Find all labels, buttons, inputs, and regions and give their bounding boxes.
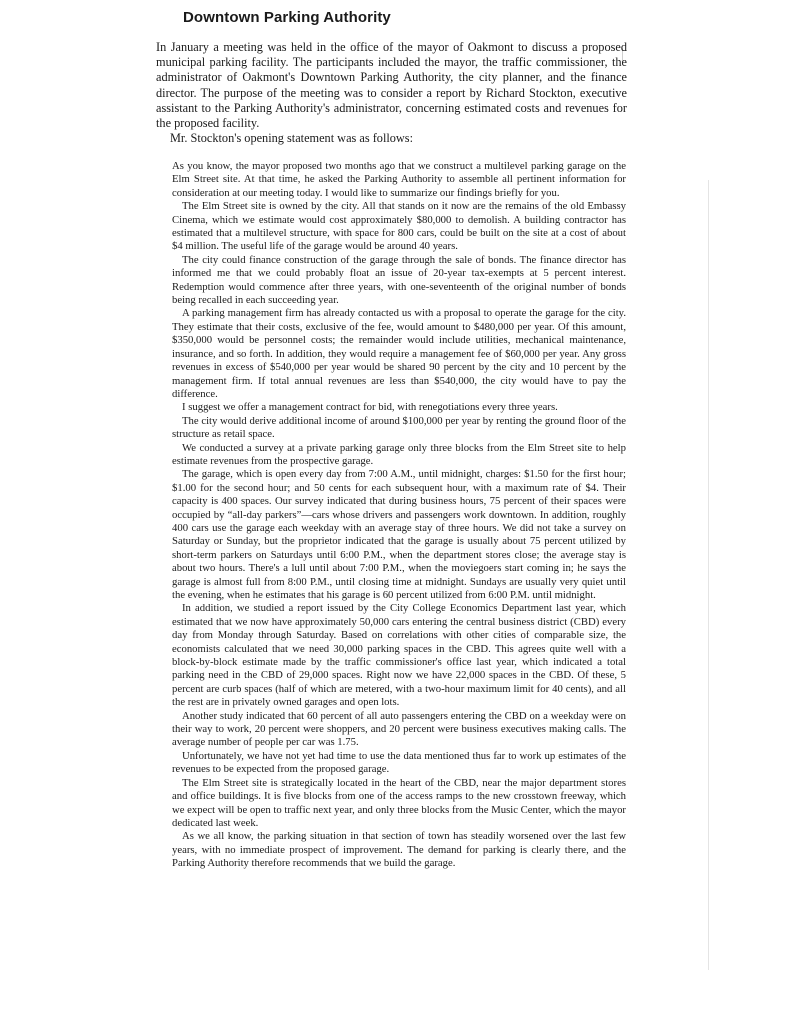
statement-paragraph: A parking management firm has already contacted us with a proposal to operate the garage for the city. They estimate that their costs, exclusive of the fee, would amount to $480,000 per year. Of this amount, $350,000 would be personnel costs; the remainder would include utilities, mechanical maintenance, insurance, and so forth. In addition, they would require a management fee of $60,000 per year. Any gross revenues in excess of $540,000 per year would be shared 90 percent by the city and 10 percent by the management firm. If total annual revenues are less than $540,000, the city would have to pay the difference. [172,307,626,400]
document-title: Downtown Parking Authority [183,9,391,26]
statement-paragraph: The Elm Street site is strategically located in the heart of the CBD, near the major department stores and office buildings. It is five blocks from one of the access ramps to the new crosstown freeway, which we expect will be open to traffic next year, and only three blocks from the Music Center, which the mayor dedicated last week. [172,776,626,829]
statement-paragraph: The city could finance construction of the garage through the sale of bonds. The finance director has informed me that we could probably float an issue of 20-year tax-exempts at 5 percent interest. Redemption would commence after three years, with one-seventeenth of the original number of bonds being recalled in each succeeding year. [172,253,626,307]
statement-paragraph: The garage, which is open every day from 7:00 A.M., until midnight, charges: $1.50 for the first hour; $1.00 for the second hour; and 50 cents for each subsequent hour, with a maximum rate of $4. Their capacity is 400 spaces. Our survey indicated that during business hours, 75 percent of their spaces were occupied by “all-day parkers”—cars whose drivers and passengers work downtown. In addition, roughly 400 cars use the garage each weekday with an average stay of three hours. We did not take a survey on Saturday or Sunday, but the proprietor indicated that the garage is usually about 75 percent utilized by short-term parkers on Saturdays until 6:00 P.M., when the department stores close; the average stay is about two hours. There's a lull until about 7:00 P.M., when the moviegoers start coming in; he says the garage is almost full from 8:00 P.M., until closing time at midnight. Sundays are usually very quiet until the evening, when he estimates that his garage is 60 percent utilized from 6:00 P.M. until midnight. [172,468,626,601]
statement-paragraph: We conducted a survey at a private parking garage only three blocks from the Elm Street site to help estimate revenues from the prospective garage. [172,441,626,467]
statement-paragraph: In addition, we studied a report issued by the City College Economics Department last year, which estimated that we now have approximately 50,000 cars entering the central business district (CBD) every day from Monday through Saturday. Based on correlations with other cities of comparable size, the economists calculated that we need 30,000 parking spaces in the CBD. This agrees quite well with a block-by-block estimate made by the traffic commissioner's office last year, which indicated a total parking need in the CBD of 29,000 spaces. Right now we have 22,000 spaces in the CBD. Of these, 5 percent are curb spaces (half of which are metered, with a two-hour maximum limit for 40 cents), and all the rest are in privately owned garages and open lots. [172,602,626,709]
intro-section [156,40,627,146]
statement-paragraph: The city would derive additional income of around $100,000 per year by renting the ground floor of the structure as retail space. [172,414,626,441]
statement-paragraph: Unfortunately, we have not yet had time to use the data mentioned thus far to work up estimates of the revenues to be expected from the proposed garage. [172,749,626,776]
statement-paragraph: As we all know, the parking situation in that section of town has steadily worsened over the last few years, with no immediate prospect of improvement. The demand for parking is clearly there, and the Parking Authority therefore recommends that we build the garage. [172,830,626,870]
intro-paragraph: Mr. Stockton's opening statement was as follows: [170,131,414,146]
opening-statement [172,160,626,871]
statement-paragraph: The Elm Street site is owned by the city. All that stands on it now are the remains of the old Embassy Cinema, which we estimate would cost approximately $80,000 to demolish. A building contractor has estimated that a multilevel structure, with space for 800 cars, could be built on the site at a cost of about $4 million. The useful life of the garage would be around 40 years. [172,200,626,253]
statement-paragraph: As you know, the mayor proposed two months ago that we construct a multilevel parking garage on the Elm Street site. At that time, he asked the Parking Authority to assemble all pertinent information for consideration at our meeting today. I would like to summarize our findings briefly for you. [172,160,626,199]
intro-paragraph: In January a meeting was held in the office of the mayor of Oakmont to discuss a proposed municipal parking facility. The participants included the mayor, the traffic commissioner, the administrator of Oakmont's Downtown Parking Authority, the city planner, and the finance director. The purpose of the meeting was to consider a report by Richard Stockton, executive assistant to the Parking Authority's administrator, concerning estimated costs and revenues for the proposed facility. [156,40,627,131]
statement-paragraph: Another study indicated that 60 percent of all auto passengers entering the CBD on a weekday were on their way to work, 20 percent were shoppers, and 20 percent were business executives making calls. The average number of people per car was 1.75. [172,709,626,749]
statement-paragraph: I suggest we offer a management contract for bid, with renegotiations every three years. [182,401,558,414]
scan-edge-line [708,180,709,970]
